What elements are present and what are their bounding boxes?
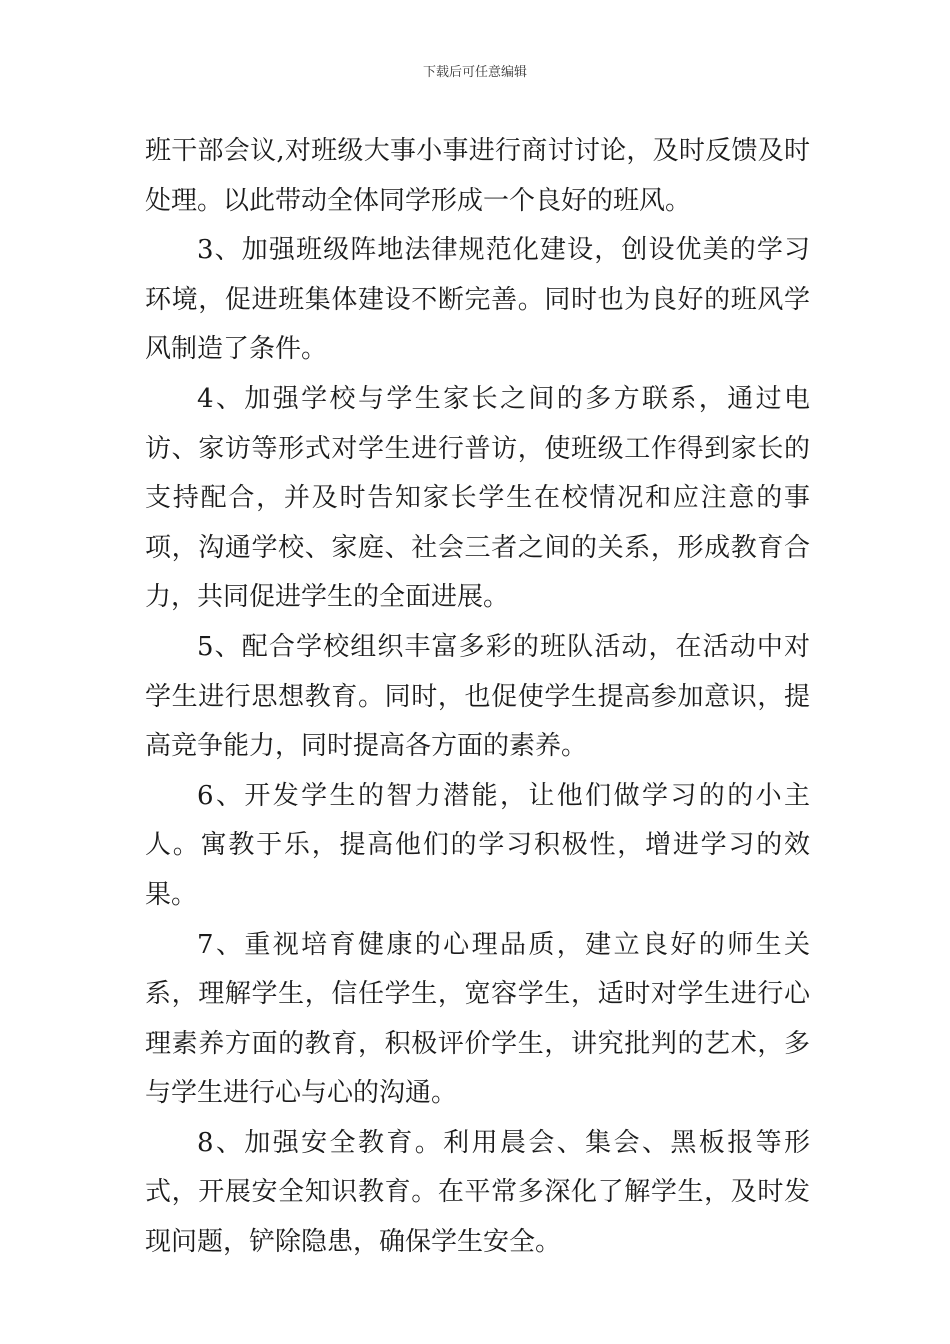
paragraph-item-3: 3、加强班级阵地法律规范化建设，创设优美的学习环境，促进班集体建设不断完善。同时也为良好的班风学风制造了条件。 xyxy=(145,235,810,365)
document-body xyxy=(145,127,810,1268)
page-header-note: 下载后可任意编辑 xyxy=(422,65,527,80)
paragraph-item-7: 7、重视培育健康的心理品质，建立良好的师生关系，理解学生，信任学生，宽容学生，适时对学生进行心理素养方面的教育，积极评价学生，讲究批判的艺术，多与学生进行心与心的沟通。 xyxy=(145,929,810,1109)
paragraph-continued: 班干部会议,对班级大事小事进行商讨讨论，及时反馈及时处理。以此带动全体同学形成一个良好的班风。 xyxy=(145,136,810,216)
paragraph-item-5: 5、配合学校组织丰富多彩的班队活动，在活动中对学生进行思想教育。同时，也促使学生提高参加意识，提高竞争能力，同时提高各方面的素养。 xyxy=(145,631,810,762)
paragraph-item-4: 4、加强学校与学生家长之间的多方联系，通过电访、家访等形式对学生进行普访，使班级工作得到家长的支持配合，并及时告知家长学生在校情况和应注意的事项，沟通学校、家庭、社会三者之间的关系，形成教育合力，共同促进学生的全面进展。 xyxy=(145,383,810,613)
paragraph-item-8: 8、加强安全教育。利用晨会、集会、黑板报等形式，开展安全知识教育。在平常多深化了解学生，及时发现问题，铲除隐患，确保学生安全。 xyxy=(145,1127,810,1258)
paragraph-item-6: 6、开发学生的智力潜能，让他们做学习的的小主人。寓教于乐，提高他们的学习积极性，增进学习的效果。 xyxy=(145,780,810,910)
